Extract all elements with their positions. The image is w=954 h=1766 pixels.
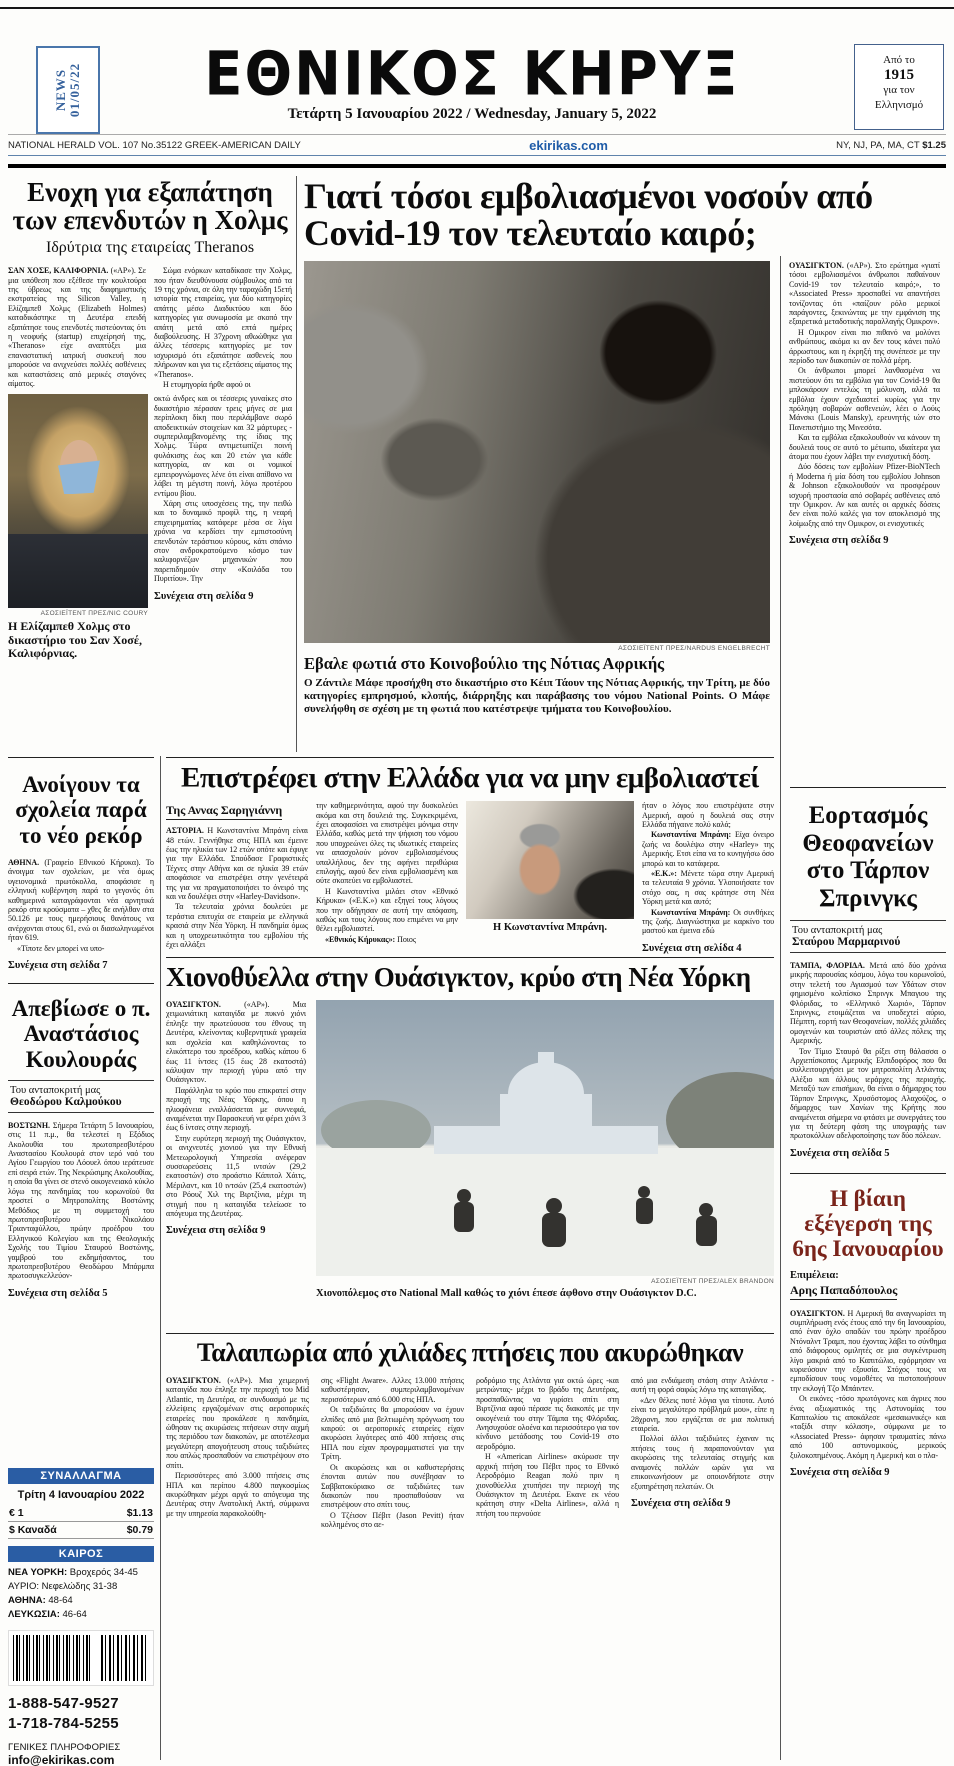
article-paragraph: Η ετυμηγορία ήρθε αφού οι: [163, 380, 251, 390]
caption-headline: Εβαλε φωτιά στο Κοινοβούλιο της Νότιας Αφρικής: [304, 653, 665, 673]
byline-role: Του ανταποκριτή μας: [792, 925, 883, 936]
article-headline: Χιονοθύελλα στην Ουάσιγκτον, κρύο στη Νέα Υόρκη: [166, 962, 751, 992]
article-paragraph: Δύο δόσεις των εμβολίων Pfizer-BioNTech ή Moderna ή μία δόση του εμβολίου Johnson & Johnson εξακολουθούν να προσφέρουν ισχυρή προστασία από σοβαρές ασθένειες από την Ομικρον. Αν και αυτές οι αρχικές δόσεις δεν είναι πολύ καλές για τον αποκλεισμό της λοίμωξης από την Ομικρον, οι ενισχυτικές: [789, 462, 940, 528]
continued-on-page: Συνέχεια στη σελίδα 5: [790, 1147, 890, 1159]
article-headline: Επιστρέφει στην Ελλάδα για να μην εμβολιαστεί: [181, 762, 759, 794]
weather-line: ΛΕΥΚΩΣΙΑ: 46-64: [8, 1609, 87, 1620]
article-headline: Ενοχη για εξαπάτηση των επενδυτών η Χολμς: [12, 177, 288, 236]
article-paragraph: Οι ταξιδιώτες θα μπορούσαν να έχουν ελπίδες από μια βελτιωμένη πρόγνωση του καιρού: οι αεροπορικές εταιρείες είχαν ακυρώσει λιγότερες από 400 πτήσεις στις ΗΠΑ που είχαν προγραμματιστεί για την Τρίτη.: [321, 1405, 464, 1462]
rule: [8, 757, 154, 758]
article-paragraph: ΑΘΗΝΑ. (Γραφείο Εθνικού Κήρυκα). Το άνοιγμα των σχολείων, με νέα όμως υγειονομικά πρωτόκολλα, αποφάσισε η ελληνική κυβέρνηση παρά το γεγονός ότι καθημερινά καταγράφονται νέα αρνητικά ρεκόρ στα κρούσματα – χθες δε ανήλθαν στα 50.126 με τους ημερήσιους θανάτους να ανέρχονται στους 61, ενώ οι διασωληνωμένοι ήταν 619.: [8, 857, 154, 943]
article-subhead: Ιδρύτρια της εταιρείας Theranos: [45, 239, 255, 257]
currency-label: $ Καναδά: [9, 1524, 57, 1536]
article-paragraph: από μια ενδιάμεση στάση στην Ατλάντα - αυτή τη φορά σαφώς λόγω της καταιγίδας.: [631, 1376, 774, 1395]
exchange-row: [8, 1522, 154, 1539]
regions-price: [836, 140, 946, 151]
continued-on-page: Συνέχεια στη σελίδα 9: [154, 590, 254, 602]
article-snow: [166, 952, 774, 1300]
photo-caption: Η Ελίζαμπεθ Χολμς στο δικαστήριο του Σαν Χοσέ, Καλιφόρνιας.: [8, 619, 142, 661]
article-covid: [304, 178, 946, 716]
photo-torso-shape: [8, 534, 148, 608]
article-paragraph: ΒΟΣΤΩΝΗ. Σήμερα Τετάρτη 5 Ιανουαρίου, στις 11 π.μ., θα τελεστεί η Εξόδιος Ακολουθία του πρωτοπρεσβυτέρου Αναστασίου Κουλουρά στον ιερό ναό του Αγίου Γεωργίου του Λόουελ όπου ιεράτευσε επί σειρά ετών. Της Νεκρώσιμης Ακολουθίας, η οποία θα γίνει σε στενό οικογενειακό κύκλο λόγω της πανδημίας του κορωνοϊού θα προστεί ο Μητροπολίτης Βοστώνης Μεθόδιος με τη συμμετοχή του πρωτοπρεσβυτέρου Νικολάου Τριανταφύλλου, πρώην προέδρου του Ελληνικού Κολεγίου και της Θεολογικής Σχολής του Τιμίου Σταυρού Βοστώνης, γαμβρού του εκδημήσαντος, του πρωτοπρεσβυτέρου Θεοδώρου Μπάρμπα πρωτοσυγκελλεύον-: [8, 1120, 154, 1281]
news-badge-date: 01/05/22: [66, 62, 82, 118]
byline-name: Αρης Παπαδόπουλος: [790, 1283, 897, 1300]
article-paragraph: Στην ευρύτερη περιοχή της Ουάσιγκτον, οι ανιχνευτές χιονιού για την Εθνική Μετεωρολογική Υπηρεσία ανέφεραν συσσωρεύσεις 11,5 ιντσών (29,2 εκατοστών) στο προάστιο Κάπιτολ Χάιτς, Μέριλαντ, και 10 ιντσών (25,4 εκατοστών) στο Ρόουζ Χιλ της Βιρτζίνια, μέχρι τη στιγμή που η καταιγίδα τελείωσε το απόγευμα της Δευτέρας.: [166, 1133, 306, 1219]
photo-caption: Χιονοπόλεμος στο National Mall καθώς το χιόνι έπεσε άφθονο στην Ουάσιγκτον D.C.: [316, 1288, 697, 1300]
continued-on-page: Συνέχεια στη σελίδα 9: [631, 1497, 731, 1509]
article-paragraph: ΟΥΑΣΙΓΚΤΟΝ. Η Αμερική θα αναγνωρίσει τη συμπλήρωση ενός έτους από την 6η Ιανουαρίου, από έναν όχλο οπαδών του πρώην προέδρου Ντόναλντ Τραμπ, που έχοντας λάβει το σύνθημα από διάφορους ομιλητές σε μια συγκέντρωση λίγο μακριά από το Καπιτώλιο, εφόρμησαν να κυριεύσουν την εξουσία. Στόχος τους να εμποδίσουν τους νομοθέτες να πιστοποιήσουν την εκλογή Τζο Μπάιντεν.: [790, 1308, 946, 1393]
continued-on-page: Συνέχεια στη σελίδα 7: [8, 959, 108, 971]
article-paragraph: Κωνσταντίνα Μπράνη: Είχα όνειρο ζωής να δουλέψω στην «Harley» της Αμερικής. Ετσι είπα να το κυνηγήσω όσο μπορώ και το κατάφερα.: [642, 830, 774, 868]
article-paragraph: Πολλοί άλλοι ταξιδιώτες έχαναν τις πτήσεις τους ή παραπονούνταν για ακυρώσεις της τελευταίας στιγμής και αναμονές πολλών ωρών για να επικοινωνήσουν με οποιονδήποτε στην εξυπηρέτηση πελατών. Οι: [631, 1434, 774, 1491]
article-paragraph: «Εθνικός Κήρυκας»: Ποιος: [325, 934, 416, 944]
byline-name: Σταύρου Μαρμαρινού: [792, 936, 901, 948]
news-badge-label: NEWS: [52, 68, 68, 112]
article-paragraph: ΣΑΝ ΧΟΣΕ, ΚΑΛΙΦΟΡΝΙΑ. («ΑΡ»). Σε μια υπόθεση που εξέθεσε την κουλτούρα της ύβρεως και της διαφημιστικής εκστρατείας της Silicon Valley, η Ελίζαμπεθ Χολμς (Elizabeth Holmes) καταδικάστηκε τη Δευτέρα επειδή εξαπάτησε τους επενδυτές πιστεύοντας ότι η νεοφυής (startup) επιχείρησή της, «Theranos» είχε αναπτύξει μια επαναστατική ιατρική συσκευή που μπορούσε να ανιχνεύσει πολλές ασθένειες και καταστάσεις από μερικές σταγόνες αίματος.: [8, 266, 147, 389]
info-email-link[interactable]: info@ekirikas.com: [8, 1753, 115, 1766]
right-rail: [790, 782, 946, 1478]
article-paragraph: Τα τελευταία χρόνια δουλεύει με τεράστια επιτυχία σε εταιρεία με ελληνικά κρασιά στην Νέα Υόρκη. Η πανδημία όμως και η υποχρεωτικότητα του εμβολίου τής έχει αλλάξει: [166, 902, 308, 950]
continued-on-page: Συνέχεια στη σελίδα 9: [790, 1467, 890, 1479]
byline-role: Επιμέλεια:: [790, 1269, 839, 1281]
article-paragraph: Κωνσταντίνα Μπράνη: Οι συνθήκες της ζωής. Διαγνώστηκα με καρκίνο του μαστού και έμεινα εδώ: [642, 907, 774, 936]
byline-name: Θεοδώρου Καλμούκου: [10, 1095, 122, 1108]
since-line4: Ελληνισμό: [874, 99, 924, 111]
article-headline: Γιατί τόσοι εμβολιασμένοι νοσούν από Covid-19 τον τελευταίο καιρό;: [304, 176, 873, 254]
weather-line: ΝΕΑ ΥΟΡΚΗ: Βροχερός 34-45: [8, 1567, 138, 1578]
newspaper-title: ΕΘΝΙΚΟΣ ΚΗΡΥΞ: [204, 39, 740, 110]
article-paragraph: «Τίποτε δεν μπορεί να υπο-: [17, 943, 105, 953]
rule: [166, 1333, 774, 1334]
article-paragraph: σης «Flight Aware». Αλλες 13.000 πτήσεις καθυστέρησαν, συμπεριλαμβανομένων περισσότερων από 6.000 στις ΗΠΑ.: [321, 1376, 464, 1404]
since-line3: για τον: [883, 84, 915, 96]
article-paragraph: οκτώ άνδρες και οι τέσσερις γυναίκες στο δικαστήριο πέρασαν τρεις μήνες σε μια περίπλοκη δίκη που περιλάμβανε σωρό αποδεικτικών στοιχείων και 32 μάρτυρες - συμπεριλαμβανομένης της ίδιας της Χολμς. Τώρα αντιμετωπίζει ποινή φυλάκισης έως και 20 ετών για κάθε κατηγορία, αν και οι νομικοί εμπειρογνώμονες λένε ότι είναι απίθανο να λάβει τη μέγιστη ποινή, λόγω προτέρου εντίμου βίου.: [154, 394, 292, 498]
rule: [166, 957, 774, 958]
article-paragraph: ΟΥΑΣΙΓΚΤΟΝ. («ΑΡ»). Μια χειμωνιάτικη καταιγίδα με πυκνό χιόνι έπληξε την πρωτεύουσα του έθνους τη Δευτέρα, κλείνοντας κυβερνητικά γραφεία και σχολεία και καθηλώνοντας το ελικόπτερο του προέδρου, καθώς κάπου 6 έως 11 ίντσες (15 έως 28 εκατοστά) κάλυψαν την περιοχή γύρω από την Ουάσιγκτον.: [166, 1000, 307, 1085]
article-paragraph: Η Κωνσταντίνα μιλάει στον «Εθνικό Κήρυκα» («Ε.Κ.») και εξηγεί τους λόγους που την οδήγησαν σε αυτή την απόφαση, καθώς και τους λόγους που επιμένει να μην θέλει εμβολιαστεί.: [316, 886, 458, 934]
barcode-bars: [13, 1635, 91, 1681]
currency-value: $0.79: [126, 1524, 153, 1536]
volume-info: NATIONAL HERALD VOL. 107 No.35122 GREEK-AMERICAN DAILY: [8, 139, 301, 151]
photo-credit: ΑΣΟΣΙΕΪΤΕΝΤ ΠΡΕΣ/NARDUS ENGELBRECHT: [618, 644, 770, 652]
phone-number: 1-888-547-9527: [8, 1695, 119, 1712]
continued-on-page: Συνέχεια στη σελίδα 5: [8, 1287, 108, 1299]
exchange-date: Τρίτη 4 Ιανουαρίου 2022: [17, 1489, 145, 1501]
article-byline: [790, 1270, 946, 1302]
rule: [790, 787, 946, 788]
article-paragraph: Σώμα ενόρκων καταδίκασε την Χολμς, που ήταν διευθύνουσα σύμβουλος από τα 19 της χρόνια, σε όλη την ταραχώδη 15ετή ιστορία της εταιρείας, για δύο κατηγορίες απάτης μέσω Διαδικτύου και δύο κατηγορίες για συνωμοσία με σκοπό την απάτη μετά από επτά ημέρες διαβούλευσης. Η 37χρονη αθωώθηκε για άλλες τέσσερις κατηγορίες με τον ισχυρισμό ότι εξαπάτησε ασθενείς που πλήρωναν και για τις εξετάσεις αίματος της «Theranos».: [154, 266, 292, 379]
article-paragraph: Ο Τζέισον Πέβιτ (Jason Pevitt) ήταν κολλημένος στο αε-: [321, 1510, 464, 1530]
article-paragraph: ΑΣΤΟΡΙΑ. Η Κωνσταντίνα Μπράνη είναι 48 ετών. Γεννήθηκε στις ΗΠΑ και έμεινε έως την ηλικία των 12 ετών οπότε και έφυγε για την Ελλάδα. Σπούδασε Γραφιστικές Τέχνες στην Αθήνα και σε ηλικία 39 ετών αποφάσισε να επιστρέψει στην γενέτειρά της για να πραγματοποιήσει το όνειρό της και να δουλέψει στην «Harley-Davidson».: [166, 826, 309, 901]
masthead-dateline: Τετάρτη 5 Ιανουαρίου 2022 / Wednesday, January 5, 2022: [287, 106, 657, 122]
article-paragraph: Οι ακυρώσεις και οι καθυστερήσεις έπονται αυτών που συνέβησαν το Σαββατοκύριακο σε ταξιδιώτες των διακοπών που προσπαθούσαν να επιστρέψουν στο σπίτι τους.: [321, 1462, 464, 1510]
article-paragraph: ήταν ο λόγος που επιστρέψατε στην Αμερική, αφού η δουλειά σας στην Ελλάδα πήγαινε πολύ καλά;: [642, 801, 774, 829]
article-brani: [166, 752, 774, 954]
article-paragraph: Οι εικόνες -τόσο πρωτόγονες και άγριες που ένας αξιωματικός της Αστυνομίας του Καπιτωλίου τις αποκάλεσε «μεσαιωνικές» και «ταξίδι στην κόλαση», σύμφωνα με το «Associated Press»- άφησαν τραυματίες πάνω από 100 αστυνομικούς, μερικούς ξυλοκοπημένους. Ακόμη η Αμερική και ο πλα-: [790, 1394, 946, 1460]
exchange-row: [8, 1505, 154, 1522]
holmes-photo: [8, 394, 148, 608]
since-line2: 1915: [884, 67, 914, 83]
article-paragraph: «Ε.Κ.»: Μένετε τώρα στην Αμερική τα τελευταία 9 χρόνια. Υλοποιήσατε τον στόχο σας, η σας κράτησε στη Νέα Υόρκη μετά και αυτό;: [642, 869, 774, 907]
article-paragraph: Χάρη στις υποσχέσεις της, την πειθώ και το δυναμικό προφίλ της, η νεαρή επιχειρηματίας κατάφερε μέσα σε λίγα χρόνια να κερδίσει την εμπιστοσύνη επενδυτών τεράστιου κύρους, κάτι σπάνιο στον ανδροκρατούμενο κόσμο των καλιφορνέζων μηχανικών που παρεπιδημούν στην «Κοιλάδα του Πυριτίου». Την: [154, 498, 292, 584]
top-rule: [0, 7, 954, 9]
continued-on-page: Συνέχεια στη σελίδα 4: [642, 942, 742, 954]
article-byline: [790, 920, 946, 953]
article-paragraph: ΟΥΑΣΙΓΚΤΟΝ. («ΑΡ»). Στο ερώτημα «γιατί τόσοι εμβολιασμένοι άνθρωποι παθαίνουν Covid-19 τον τελευταίο καιρό;», το «Associated Press» προσπαθεί να απαντήσει τονίζοντας ότι «παίζουν ρόλο μερικοί παράγοντες, ξεκινώντας με την εμφάνιση της εξαιρετικά μεταδοτικής παραλλαγής Ομικρον».: [789, 260, 940, 327]
since-1915-badge: [854, 44, 944, 130]
brani-photo: [466, 801, 634, 919]
general-info-label: ΓΕΝΙΚΕΣ ΠΛΗΡΟΦΟΡΙΕΣ: [8, 1742, 121, 1753]
price-label: $1.25: [922, 139, 946, 151]
regions-label: NY, NJ, PA, MA, CT: [836, 139, 920, 151]
weather-line: ΑΘΗΝΑ: 48-64: [8, 1595, 73, 1606]
snow-photo: [316, 1000, 774, 1276]
masthead-divider: [8, 164, 946, 168]
article-paragraph: ροδρόμιο της Ατλάντα για οκτώ ώρες -και μετρώντας- μέχρι το βράδυ της Δευτέρας, προσπαθώντας να γυρίσει σπίτι στη Βιρτζίνια αφού πέρασε τις διακοπές με την οικογένειά του στην Τάμπα της Φλόριδας. Ανησυχούσε ολοένα και περισσότερο για τον κίνδυνο μετάδοσης του Covid-19 στο αεροδρόμιο.: [476, 1376, 620, 1451]
article-byline: [8, 1080, 154, 1113]
currency-label: € 1: [9, 1507, 24, 1519]
news-edition-badge: [36, 46, 100, 134]
article-headline-jan6: Η βίαιη εξέγερση της 6ης Ιανουαρίου: [792, 1185, 944, 1262]
exchange-header: ΣΥΝΑΛΛΑΓΜΑ: [8, 1468, 154, 1484]
continued-on-page: Συνέχεια στη σελίδα 9: [789, 535, 889, 547]
sidebar-boxes: [8, 1468, 154, 1766]
article-byline: Της Αννας Σαρηγιάννη: [166, 803, 282, 820]
article-paragraph: Περισσότερες από 3.000 πτήσεις στις ΗΠΑ και περίπου 4.800 παγκοσμίως ακυρώθηκαν μέχρι αργά το απόγευμα της Δευτέρας στην Ανατολική Ακτή, σύμφωνα με την υπηρεσία παρακολούθη-: [166, 1471, 309, 1518]
rule: [8, 983, 154, 984]
website-link[interactable]: ekirikas.com: [529, 137, 608, 153]
continued-on-page: Συνέχεια στη σελίδα 9: [166, 1225, 266, 1237]
article-paragraph: Οι άνθρωποι μπορεί λανθασμένα να πιστεύουν ότι τα εμβόλια για τον Covid-19 θα μπλοκάρουν εντελώς τη μόλυνση, αλλά τα εμβόλια έχουν σχεδιαστεί κυρίως για την πρόληψη σοβαρών ασθενειών, λέει ο Λούις Μάνσκι (Louis Mansky), ερευνητής ιών στο Πανεπιστήμιο της Μινεσότα.: [789, 366, 940, 432]
article-holmes: [8, 178, 292, 661]
photo-credit: ΑΣΟΣΙΕΪΤΕΝΤ ΠΡΕΣ/NIC COURY: [40, 610, 148, 618]
capitol-silhouette: [316, 1000, 774, 1276]
info-bar: [8, 134, 946, 156]
article-headline-tarpon: Εορτασμός Θεοφανείων στο Τάρπον Σπρινγκς: [802, 802, 934, 912]
article-paragraph: Τον Τίμιο Σταυρό θα ρίξει στη θάλασσα ο Αρχιεπίσκοπος Αμερικής Ελπιδοφόρος που θα συλλειτουργήσει με τον μητροπολίτη Ατλάντας Αλέξιο και άλλους ιεράρχες της περιοχής. Μεταξύ των επισήμων, θα είναι ο δήμαρχος του Τάρπον Σπρινγκς, Χρυσόστομος Αλαχούζος, ο δήμαρχος των Χανίων της Κρήτης που αναμένεται σήμερα να φτάσει με συνεργάτες του για τη δεύτερη φάση της υπογραφής των πρωτοκόλλων αδελφοποίησης των δύο πόλεων.: [790, 1046, 946, 1141]
left-rail: [8, 752, 154, 1299]
weather-line: ΑΥΡΙΟ: Νεφελώδης 31-38: [8, 1581, 118, 1592]
rule: [790, 1173, 946, 1174]
photo-credit: ΑΣΟΣΙΕΪΤΕΝΤ ΠΡΕΣ/ALEX BRANDON: [651, 1278, 774, 1286]
barcode-bars: [101, 1635, 149, 1681]
currency-value: $1.13: [126, 1507, 153, 1519]
article-paragraph: Και τα εμβόλια εξακολουθούν να κάνουν τη δουλειά τους σε αυτό το μέτωπο, ιδιαίτερα για άτομα που έχουν λάβει την ενισχυτική δόση.: [789, 433, 940, 461]
byline-role: Του ανταποκριτή μας: [10, 1084, 101, 1096]
photo-mask-shape: [58, 460, 100, 494]
article-paragraph: Η «American Airlines» ακύρωσε την αρχική πτήση του Πέβιτ προς το Εθνικό Αεροδρόμιο Reagan πολύ πριν η χιονοθύελλα χτυπήσει την περιοχή της Ουάσιγκτον τη Δευτέρα. Εκανε εκ νέου κράτηση στην «Delta Airlines», αλλά η πτήση του περνούσε: [476, 1452, 619, 1518]
column-divider: [296, 176, 297, 752]
article-paragraph: Η Ομικρον είναι πιο πιθανό να μολύνει ανθρώπους, ακόμα κι αν δεν τους κάνει πολύ άρρωστους, και η έκρηξή της συνέπεσε με την περίοδο των διακοπών σε πολλά μέρη.: [789, 327, 940, 365]
article-flights: [166, 1328, 774, 1531]
mafe-photo: [304, 261, 770, 643]
article-headline: Ταλαιπωρία από χιλιάδες πτήσεις που ακυρώθηκαν: [196, 1338, 744, 1367]
phone-number: 1-718-784-5255: [8, 1715, 119, 1732]
photo-caption: Η Κωνσταντίνα Μπράνη.: [493, 922, 607, 934]
article-paragraph: ΤΑΜΠΑ, ΦΛΟΡΙΔΑ. Μετά από δύο χρόνια μικρής παρουσίας κόσμου, λόγω του κορωνοϊού, στην τελετή του Αγιασμού των Υδάτων στον φημισμένο κολπίσκο Σπρινγκ Μπαγιου της Φλόριδας, το «Ελληνικό Χωριό», Τάρπον Σπρινγκς, ετοιμάζεται να υποδεχτεί αύριο, Πέμπτη, εορτή των Θεοφανείων, πολλές χιλιάδες ομογενών και τουριστών από άλλες πόλεις της Αμερικής.: [790, 961, 946, 1046]
article-paragraph: ΟΥΑΣΙΓΚΤΟΝ. («ΑΡ»). Μια χειμερινή καταιγίδα που έπληξε την περιοχή του Mid Atlantic, τη Δευτέρα, σε συνδυασμό με τις ελλείψεις εργαζομένων στις αεροπορικές εταιρείες που προκάλεσε η πανδημία, ώθησαν τις ακυρώσεις πτήσεων στην αιχμή της περιόδου των διακοπών, με αποτέλεσμα μεγαλύτερη απογοήτευση στους ταξιδιώτες που απλώς προσπαθούν να επιστρέψουν στο σπίτι.: [166, 1376, 310, 1470]
article-headline-schools: Ανοίγουν τα σχολεία παρά το νέο ρεκόρ: [15, 772, 147, 848]
article-headline-koulouras: Απεβίωσε ο π. Αναστάσιος Κουλουράς: [11, 995, 151, 1072]
article-paragraph: την καθημερινότητα, αφού την δυσκολεύει ακόμα και στη δουλειά της. Συγκεκριμένα, έχει αποφασίσει να επιστρέψει μόνιμα στην Ελλάδα, καθώς μετά την ψήφιση του νόμου που υποχρεώνει όλες τις ιδιωτικές εταιρείες να απασχολούν μόνον εμβολιασμένους υπαλλήλους, δεν της αφήνει περιθώρια επιλογής, αφού δεν είναι εμβολιασμένη και ούτε σκοπεύει να εμβολιαστεί.: [316, 801, 458, 886]
article-paragraph: Παράλληλα το κρύο που επικρατεί στην περιοχή της Νέας Υόρκης, όπου η ηλιοφάνεια εναλλάσσεται με συννεφιά, αναμένεται την Παρασκευή να φέρει χιόνι 3 έως 6 ίντσες στην περιοχή.: [166, 1085, 306, 1133]
weather-header: ΚΑΙΡΟΣ: [8, 1546, 154, 1562]
since-line1: Από το: [883, 54, 915, 66]
column-divider: [160, 756, 161, 1760]
article-paragraph: «Δεν θέλεις ποτέ λόγια για τίποτα. Αυτό είναι το μεγαλύτερο πρόβλημά μου», είπε η 28χρονη, που εργάζεται σε μια πολιτική εταιρεία.: [631, 1395, 774, 1434]
caption-body: Ο Ζάντιλε Μάφε προσήχθη στο δικαστήριο στο Κέιπ Τάουν της Νότιας Αφρικής, την Τρίτη, με δύο κατηγορίες εμπρησμού, κλοπής, διάρρηξης και παράβασης του νόμου National Points. Ο Μάφε συνελήφθη σε σχέση με τη φωτιά που κατέστρεψε τμήματα του Κοινοβουλίου.: [304, 676, 770, 715]
rule: [166, 757, 774, 758]
barcode: [8, 1630, 154, 1686]
